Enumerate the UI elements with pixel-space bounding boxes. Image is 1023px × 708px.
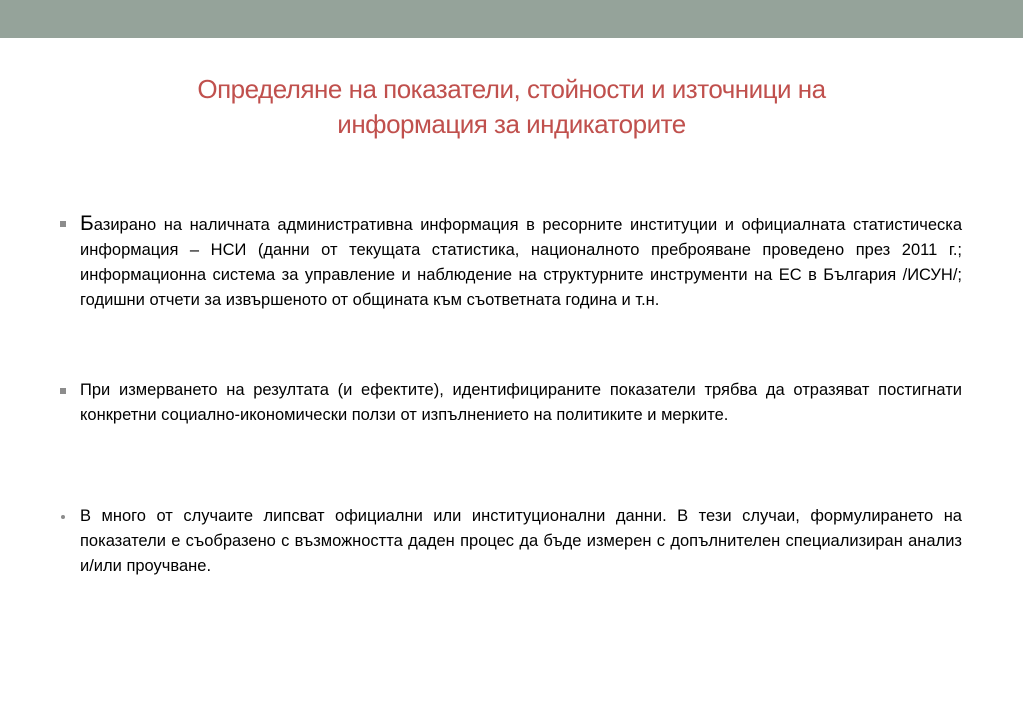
bullet-text: При измерването на резултата (и ефектите), идентифицираните показатели трябва да отразяват постигнати конкретни социално-икономически ползи от изпълнението на политиките и мерките. [80, 381, 962, 424]
bullet-text: азирано на наличната административна информация в ресорните институции и официалната статистическа информация – НСИ (данни от текущата статистика, националното преброяване проведено през 2011 г.; информационна система за управление и наблюдение на структурните инструменти на ЕС в България /ИСУН/; годишни отчети за извършеното от общината към съответната година и т.н. [80, 216, 962, 309]
bullet-item-missing-data [80, 504, 962, 579]
square-bullet-icon [60, 221, 66, 227]
bullet-item-results-measurement [80, 378, 962, 428]
slide-title-line2: информация за индикаторите [337, 109, 686, 139]
square-bullet-icon [60, 388, 66, 394]
slide-title-line1: Определяне на показатели, стойности и източници на [197, 74, 826, 104]
dot-bullet-icon [61, 515, 65, 519]
bullet-item-data-sources [80, 211, 962, 313]
bullet-first-letter: Б [80, 212, 94, 235]
bullet-text: В много от случаите липсват официални или институционални данни. В тези случаи, формулирането на показатели е съобразено с възможността даден процес да бъде измерен с допълнителен специализиран анализ и/или проучване. [80, 507, 962, 575]
